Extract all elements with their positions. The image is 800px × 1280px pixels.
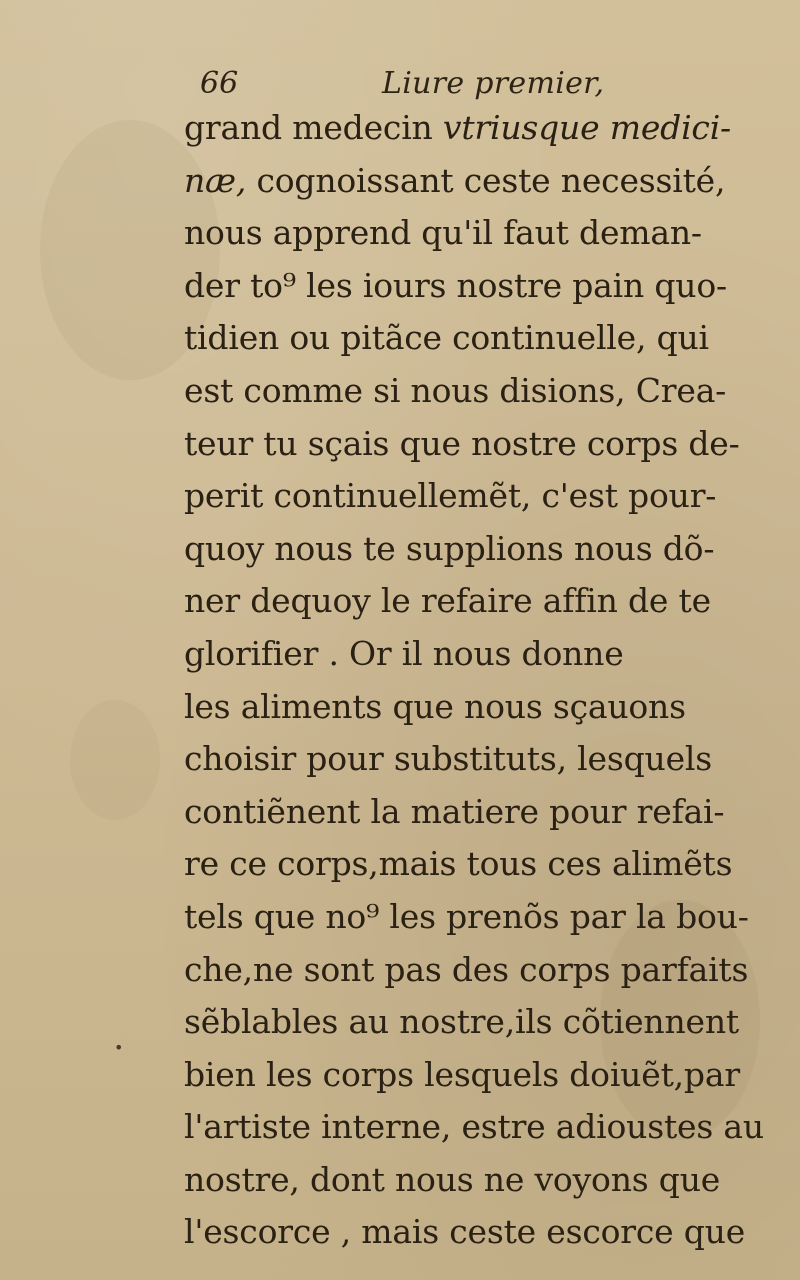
text-line xyxy=(184,996,744,1049)
text-line xyxy=(184,681,744,734)
text-segment: sẽblables au nostre,ils cõtiennent xyxy=(184,1002,739,1042)
text-line xyxy=(184,1206,744,1259)
text-line xyxy=(184,628,744,681)
text-line xyxy=(184,575,744,628)
text-line xyxy=(184,418,744,471)
text-segment: quoy nous te supplions nous dõ- xyxy=(184,528,715,568)
text-line xyxy=(184,1101,764,1154)
paper-stain xyxy=(70,700,160,820)
text-line xyxy=(184,365,744,418)
text-line xyxy=(184,312,744,365)
text-segment: re ce corps,mais tous ces alimẽts xyxy=(184,844,733,884)
text-segment: nous apprend qu'il faut deman- xyxy=(184,213,702,253)
text-line xyxy=(184,1154,744,1207)
text-line xyxy=(184,891,749,944)
running-head: Liure premier, xyxy=(382,66,605,101)
italic-phrase: næ, xyxy=(184,160,247,200)
text-segment: bien les corps lesquels doiuẽt,par xyxy=(184,1054,740,1094)
text-segment: l'artiste interne, estre adioustes au xyxy=(184,1107,764,1147)
text-line xyxy=(184,470,744,523)
text-line xyxy=(184,733,744,786)
page-number: 66 xyxy=(200,66,239,101)
text-segment: nostre, dont nous ne voyons que xyxy=(184,1159,721,1199)
text-segment: l'escorce , mais ceste escorce que xyxy=(184,1212,746,1252)
text-segment: grand medecin xyxy=(184,108,443,147)
text-line xyxy=(184,207,744,260)
text-line xyxy=(184,786,744,839)
text-segment: choisir pour substituts, lesquels xyxy=(184,739,712,779)
text-segment: teur tu sçais que nostre corps de- xyxy=(184,423,740,463)
text-segment: les aliments que nous sçauons xyxy=(184,686,686,726)
text-segment: ner dequoy le refaire affin de te xyxy=(184,581,711,621)
text-line xyxy=(184,838,744,891)
text-segment: der to⁹ les iours nostre pain quo- xyxy=(184,265,727,305)
text-line xyxy=(184,102,744,155)
text-line xyxy=(184,155,744,208)
text-segment: tidien ou pitãce continuelle, qui xyxy=(184,318,709,358)
text-line xyxy=(184,944,749,997)
text-segment: cognoissant ceste necessité, xyxy=(246,160,726,200)
text-segment: tels que no⁹ les prenõs par la bou- xyxy=(184,896,749,936)
italic-phrase: vtriusque medici- xyxy=(442,108,732,147)
text-segment: glorifier . Or il nous donne xyxy=(184,633,624,673)
text-line xyxy=(184,523,744,576)
text-segment: est comme si nous disions, Crea- xyxy=(184,370,727,410)
text-segment: perit continuellemẽt, c'est pour- xyxy=(184,476,717,516)
text-segment: contiẽnent la matiere pour refai- xyxy=(184,791,725,831)
text-segment: che,ne sont pas des corps parfaits xyxy=(184,949,749,989)
body-text xyxy=(184,102,764,1259)
margin-mark: • xyxy=(114,1038,124,1057)
text-line xyxy=(184,260,744,313)
text-line xyxy=(184,1049,744,1102)
